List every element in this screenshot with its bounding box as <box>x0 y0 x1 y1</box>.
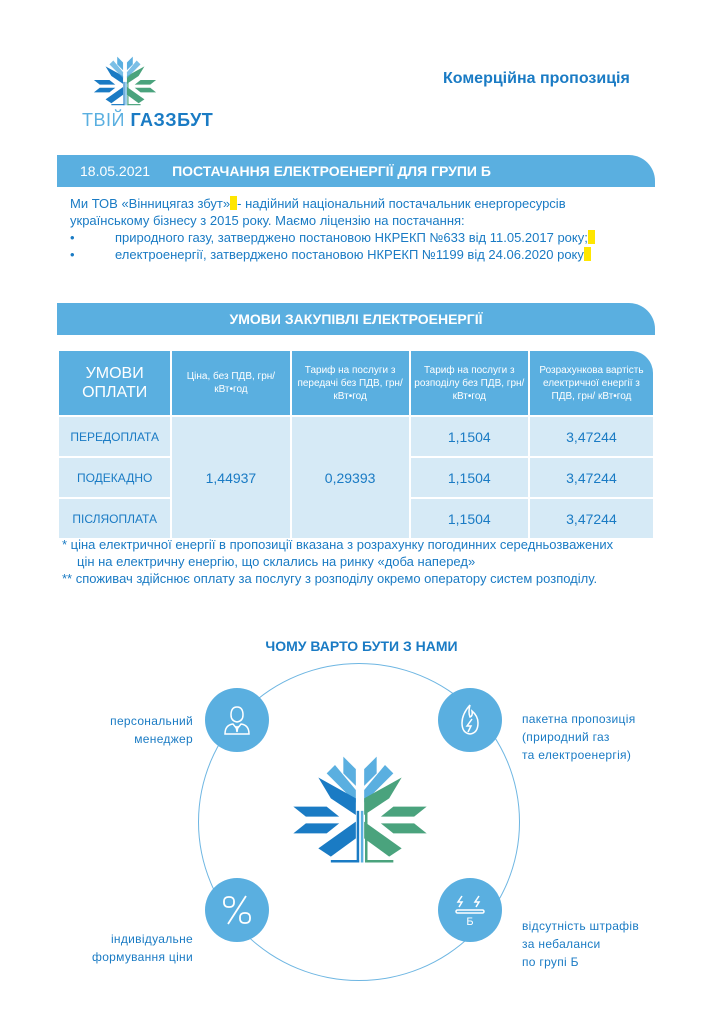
logo-word-1: ТВІЙ <box>82 110 131 130</box>
header-price: Ціна, без ПДВ, грн/кВт•год <box>172 351 289 415</box>
offer-date: 18.05.2021 <box>80 163 151 179</box>
footnote-1-cont: цін на електричну енергію, що склались на ринку «доба наперед» <box>77 554 476 569</box>
feature-line: (природний газ <box>522 730 610 744</box>
tree-logo-icon <box>90 48 160 108</box>
total-cell: 3,47244 <box>530 417 653 456</box>
feature-text-no-penalty <box>522 917 639 971</box>
row-label: ПЕРЕДОПЛАТА <box>59 417 170 456</box>
intro-line-2: українському бізнесу з 2015 року. Маємо ліцензію на постачання: <box>70 213 465 228</box>
percent-icon <box>219 892 255 928</box>
total-cell: 3,47244 <box>530 499 653 538</box>
row-label: ПОДЕКАДНО <box>59 458 170 497</box>
feature-badge-no-penalty <box>438 878 502 942</box>
why-us-title: ЧОМУ ВАРТО БУТИ З НАМИ <box>265 638 458 654</box>
offer-header-band <box>57 155 655 187</box>
company-name-text: Ми ТОВ «Вінницягаз збут» <box>70 196 231 211</box>
feature-line: менеджер <box>134 732 193 746</box>
row-label: ПІСЛЯОПЛАТА <box>59 499 170 538</box>
feature-line: персональний <box>110 714 193 728</box>
tree-logo-icon <box>285 735 435 870</box>
license-bullet-gas <box>70 229 650 246</box>
distribution-cell: 1,1504 <box>411 458 528 497</box>
terms-header-band: УМОВИ ЗАКУПІВЛІ ЕЛЕКТРОЕНЕРГІЇ <box>57 303 655 335</box>
highlight-mark <box>588 230 595 244</box>
distribution-cell: 1,1504 <box>411 499 528 538</box>
highlight-mark <box>584 247 591 261</box>
feature-text-pricing <box>92 930 193 966</box>
bullet-text: електроенергії, затверджено постановою НКРЕКП №1199 від 24.06.2020 року <box>115 247 584 262</box>
table-header-row <box>59 351 653 415</box>
center-tree-logo <box>285 735 435 875</box>
distribution-cell: 1,1504 <box>411 417 528 456</box>
feature-text-manager <box>110 712 193 748</box>
logo-wordmark <box>82 110 213 131</box>
transmission-cell: 0,29393 <box>292 417 409 538</box>
license-bullet-electricity <box>70 246 650 263</box>
feature-line: пакетна пропозиція <box>522 712 636 726</box>
feature-badge-pricing <box>205 878 269 942</box>
feature-line: відсутність штрафів <box>522 919 639 933</box>
footnote-1: * ціна електричної енергії в пропозиції вказана з розрахунку погодинних середньозважених <box>62 537 614 552</box>
intro-line-1-rest: - надійний національний постачальник енергоресурсів <box>237 196 566 211</box>
header-transmission: Тариф на послуги з передачі без ПДВ, грн/кВт•год <box>292 351 409 415</box>
pricing-table <box>57 349 655 540</box>
svg-text:Б: Б <box>466 916 474 928</box>
total-cell: 3,47244 <box>530 458 653 497</box>
header-distribution: Тариф на послуги з розподілу без ПДВ, грн/кВт•год <box>411 351 528 415</box>
document-title: Комерційна пропозиція <box>443 70 630 87</box>
feature-badge-manager <box>205 688 269 752</box>
intro-text <box>70 195 650 263</box>
feature-line: за небаланси <box>522 937 601 951</box>
header-payment-terms: УМОВИ ОПЛАТИ <box>59 351 170 415</box>
bullet-text: природного газу, затверджено постановою НКРЕКП №633 від 11.05.2017 року; <box>115 230 588 245</box>
feature-badge-bundle <box>438 688 502 752</box>
manager-icon <box>219 702 255 738</box>
footnote-2: ** споживач здійснює оплату за послугу з розподілу окремо оператору систем розподілу. <box>62 571 598 586</box>
table-row <box>59 417 653 456</box>
feature-text-bundle <box>522 710 636 764</box>
logo-word-2: ГАЗЗБУТ <box>130 110 214 130</box>
company-logo <box>82 48 214 138</box>
bullet-dot: • <box>70 230 75 245</box>
feature-line: по групі Б <box>522 955 579 969</box>
price-cell: 1,44937 <box>172 417 289 538</box>
intro-line-1 <box>70 195 650 212</box>
flame-lightning-icon <box>453 702 487 738</box>
no-penalty-icon <box>451 891 489 929</box>
feature-line: та електроенергія) <box>522 748 632 762</box>
header-total: Розрахункова вартість електричної енергії з ПДВ, грн/ кВт•год <box>530 351 653 415</box>
feature-line: індивідуальне <box>110 932 193 946</box>
bullet-dot: • <box>70 247 75 262</box>
feature-line: формування ціни <box>92 950 193 964</box>
offer-title: ПОСТАЧАННЯ ЕЛЕКТРОЕНЕРГІЇ ДЛЯ ГРУПИ Б <box>172 163 491 179</box>
footnotes <box>62 536 662 587</box>
